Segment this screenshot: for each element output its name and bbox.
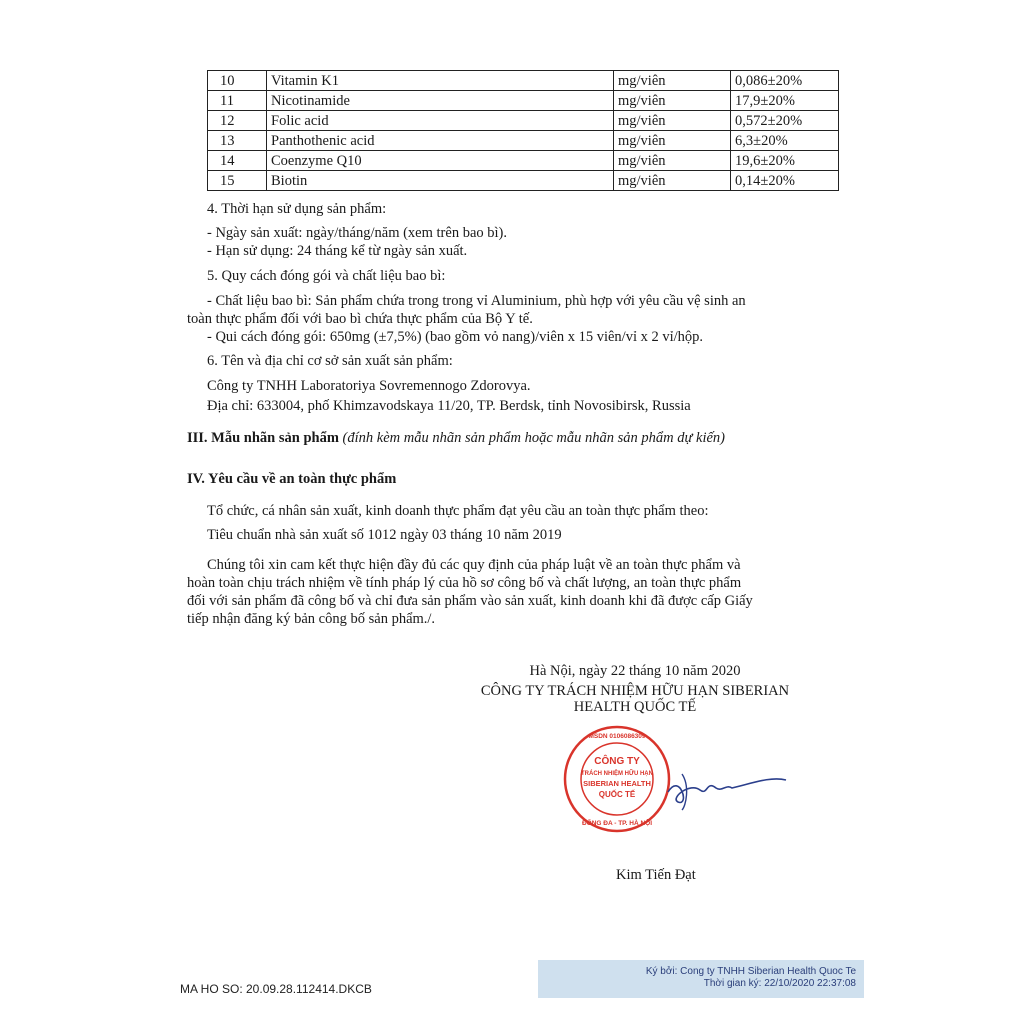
digital-signature-box [538, 960, 864, 998]
section3-heading [187, 429, 725, 447]
row-number: 10 [208, 71, 267, 91]
company-name-line1: CÔNG TY TRÁCH NHIỆM HỮU HẠN SIBERIAN [480, 683, 790, 699]
table-row [208, 151, 839, 171]
table-row [208, 171, 839, 191]
table-row [208, 91, 839, 111]
unit: mg/viên [614, 111, 731, 131]
value: 17,9±20% [731, 91, 839, 111]
ingredient-name: Coenzyme Q10 [267, 151, 614, 171]
section4b-line1: Tổ chức, cá nhân sản xuất, kinh doanh thực phẩm đạt yêu cầu an toàn thực phẩm theo: [207, 503, 709, 519]
ingredient-name: Panthothenic acid [267, 131, 614, 151]
row-number: 15 [208, 171, 267, 191]
ingredient-name: Vitamin K1 [267, 71, 614, 91]
section4b-line2: Tiêu chuẩn nhà sản xuất số 1012 ngày 03 tháng 10 năm 2019 [207, 527, 562, 543]
svg-text:TRÁCH NHIỆM HỮU HẠN: TRÁCH NHIỆM HỮU HẠN [581, 771, 653, 777]
unit: mg/viên [614, 151, 731, 171]
section5-line3: - Qui cách đóng gói: 650mg (±7,5%) (bao gồm vỏ nang)/viên x 15 viên/vỉ x 2 vỉ/hộp. [207, 329, 704, 345]
signer-name: Kim Tiến Đạt [616, 867, 696, 883]
row-number: 12 [208, 111, 267, 131]
svg-text:SIBERIAN HEALTH: SIBERIAN HEALTH [583, 779, 651, 788]
section4-line2: - Hạn sử dụng: 24 tháng kể từ ngày sản xuất. [207, 243, 468, 259]
table-row [208, 131, 839, 151]
handwritten-signature-icon [660, 762, 790, 812]
value: 19,6±20% [731, 151, 839, 171]
section5-line2: toàn thực phẩm đối với bao bì chứa thực phẩm của Bộ Y tế. [187, 311, 533, 327]
row-number: 14 [208, 151, 267, 171]
unit: mg/viên [614, 171, 731, 191]
section3-note: (đính kèm mẫu nhãn sản phẩm hoặc mẫu nhãn sản phẩm dự kiến) [342, 430, 725, 446]
value: 6,3±20% [731, 131, 839, 151]
place-date: Hà Nội, ngày 22 tháng 10 năm 2020 [529, 663, 741, 679]
ma-ho-so: MA HO SO: 20.09.28.112414.DKCB [180, 982, 372, 996]
svg-text:CÔNG TY: CÔNG TY [594, 756, 640, 767]
commitment-line4: tiếp nhận đăng ký bản công bố sản phẩm./. [187, 611, 436, 627]
ingredient-name: Folic acid [267, 111, 614, 131]
signed-time: Thời gian ký: 22/10/2020 22:37:08 [703, 978, 856, 989]
commitment-line1: Chúng tôi xin cam kết thực hiện đầy đủ các quy định của pháp luật về an toàn thực phẩm và [207, 557, 741, 573]
section6-title: 6. Tên và địa chỉ cơ sở sản xuất sản phẩm: [207, 353, 453, 369]
section4-title: 4. Thời hạn sử dụng sản phẩm: [207, 201, 387, 217]
ingredient-name: Nicotinamide [267, 91, 614, 111]
section6-line2: Địa chỉ: 633004, phố Khimzavodskaya 11/20, TP. Berdsk, tỉnh Novosibirsk, Russia [207, 398, 691, 414]
section3-title: III. Mẫu nhãn sản phẩm [187, 430, 339, 446]
unit: mg/viên [614, 131, 731, 151]
section4-heading: IV. Yêu cầu về an toàn thực phẩm [187, 471, 397, 487]
value: 0,086±20% [731, 71, 839, 91]
svg-text:ĐỐNG ĐA - TP. HÀ NỘI: ĐỐNG ĐA - TP. HÀ NỘI [581, 820, 653, 827]
ingredient-name: Biotin [267, 171, 614, 191]
section6-line1: Công ty TNHH Laboratoriya Sovremennogo Zdorovya. [207, 378, 531, 394]
unit: mg/viên [614, 91, 731, 111]
unit: mg/viên [614, 71, 731, 91]
section5-line1: - Chất liệu bao bì: Sản phẩm chứa trong trong vỉ Aluminium, phù hợp với yêu cầu vệ sinh an [207, 293, 746, 309]
row-number: 13 [208, 131, 267, 151]
svg-text:QUỐC TẾ: QUỐC TẾ [598, 790, 636, 799]
table-row [208, 111, 839, 131]
commitment-line3: đối với sản phẩm đã công bố và chỉ đưa sản phẩm vào sản xuất, kinh doanh khi đã được cấp Giấy [187, 593, 753, 609]
commitment-line2: hoàn toàn chịu trách nhiệm về tính pháp lý của hồ sơ công bố và chất lượng, an toàn thực phẩm [187, 575, 742, 591]
ingredients-table [207, 70, 839, 191]
section4-line1: - Ngày sản xuất: ngày/tháng/năm (xem trên bao bì). [207, 225, 507, 241]
company-stamp-icon [562, 724, 672, 834]
row-number: 11 [208, 91, 267, 111]
table-row [208, 71, 839, 91]
signed-by: Ký bởi: Cong ty TNHH Siberian Health Quoc Te [645, 966, 856, 977]
section5-title: 5. Quy cách đóng gói và chất liệu bao bì: [207, 268, 446, 284]
svg-text:MSDN 0106086309: MSDN 0106086309 [588, 733, 646, 740]
value: 0,14±20% [731, 171, 839, 191]
value: 0,572±20% [731, 111, 839, 131]
company-name-line2: HEALTH QUỐC TẾ [573, 699, 697, 715]
